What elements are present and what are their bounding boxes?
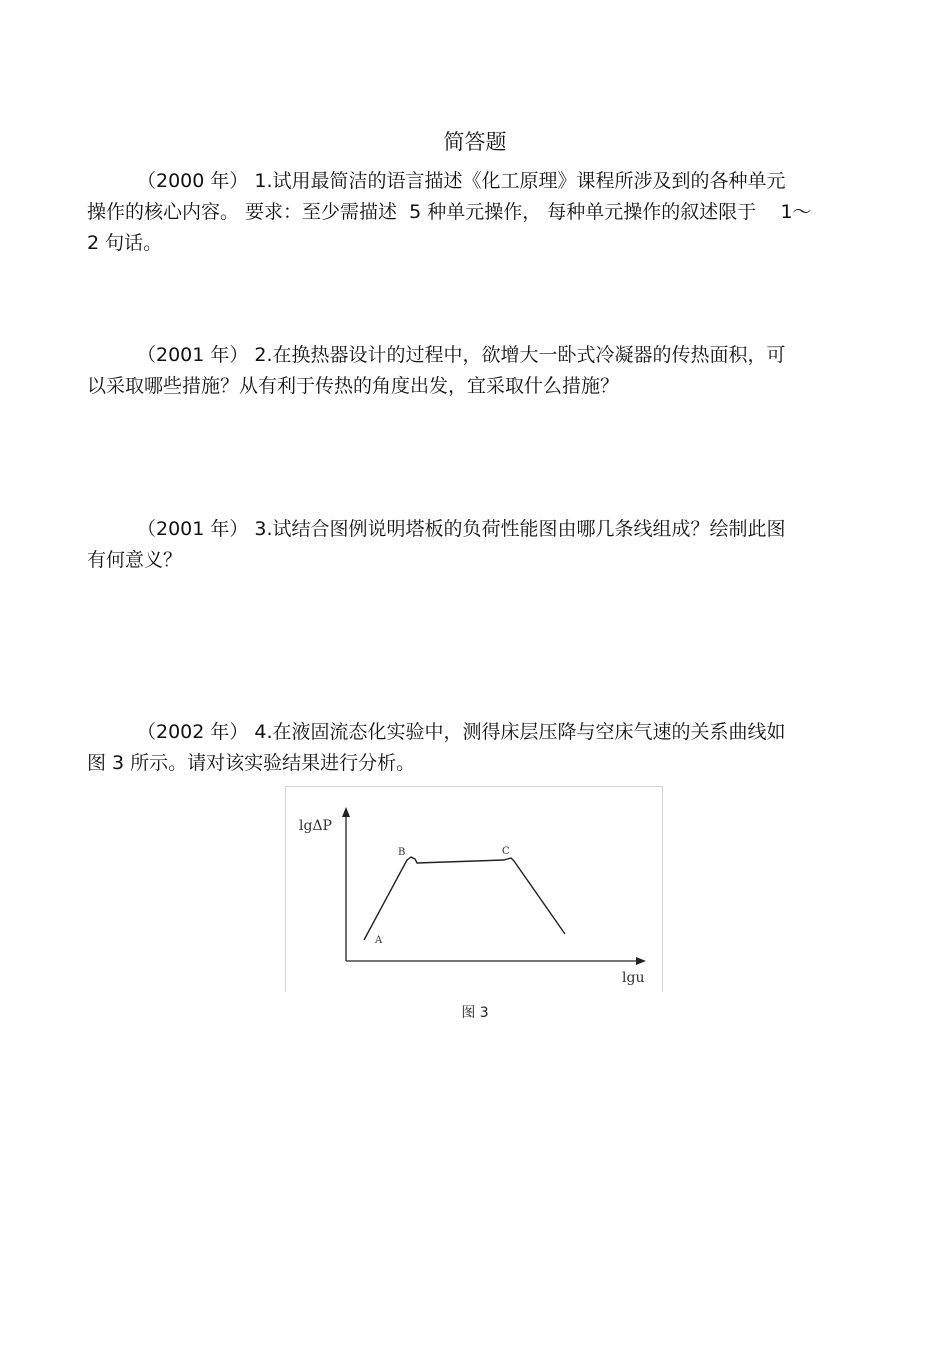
question-1-line-1: （2000 年） 1.试用最简洁的语言描述《化工原理》课程所涉及到的各种单元 bbox=[137, 170, 786, 192]
question-1-line-2: 操作的核心内容。 要求：至少需描述 5 种单元操作， 每种单元操作的叙述限于 1～ bbox=[87, 201, 812, 223]
question-4-line-1: （2002 年） 4.在液固流态化实验中，测得床层压降与空床气速的关系曲线如 bbox=[137, 721, 786, 743]
question-3 bbox=[87, 514, 877, 576]
question-4-line-2: 图 3 所示。请对该实验结果进行分析。 bbox=[87, 752, 416, 774]
x-axis-label: lgu bbox=[622, 970, 645, 986]
question-3-line-1: （2001 年） 3.试结合图例说明塔板的负荷性能图由哪几条线组成？绘制此图 bbox=[137, 518, 786, 540]
y-axis-label: lgΔP bbox=[299, 818, 332, 834]
pressure-drop-curve bbox=[364, 857, 565, 940]
fluidization-figure bbox=[285, 786, 663, 992]
x-axis-arrow bbox=[636, 957, 646, 965]
point-c-label: C bbox=[502, 846, 510, 857]
fluidization-curve-diagram bbox=[286, 787, 662, 992]
page-title: 简答题 bbox=[443, 130, 507, 154]
question-2 bbox=[87, 340, 877, 402]
question-1 bbox=[87, 166, 877, 259]
question-2-line-1: （2001 年） 2.在换热器设计的过程中，欲增大一卧式冷凝器的传热面积，可 bbox=[137, 344, 786, 366]
question-2-line-2: 以采取哪些措施？从有利于传热的角度出发，宜采取什么措施？ bbox=[87, 375, 620, 397]
y-axis-arrow bbox=[342, 807, 350, 817]
question-1-line-3: 2 句话。 bbox=[87, 232, 163, 254]
question-4 bbox=[87, 717, 877, 779]
point-b-label: B bbox=[398, 847, 406, 858]
question-3-line-2: 有何意义？ bbox=[87, 549, 183, 571]
figure-caption: 图 3 bbox=[461, 1005, 489, 1021]
point-a-label: A bbox=[375, 935, 383, 946]
